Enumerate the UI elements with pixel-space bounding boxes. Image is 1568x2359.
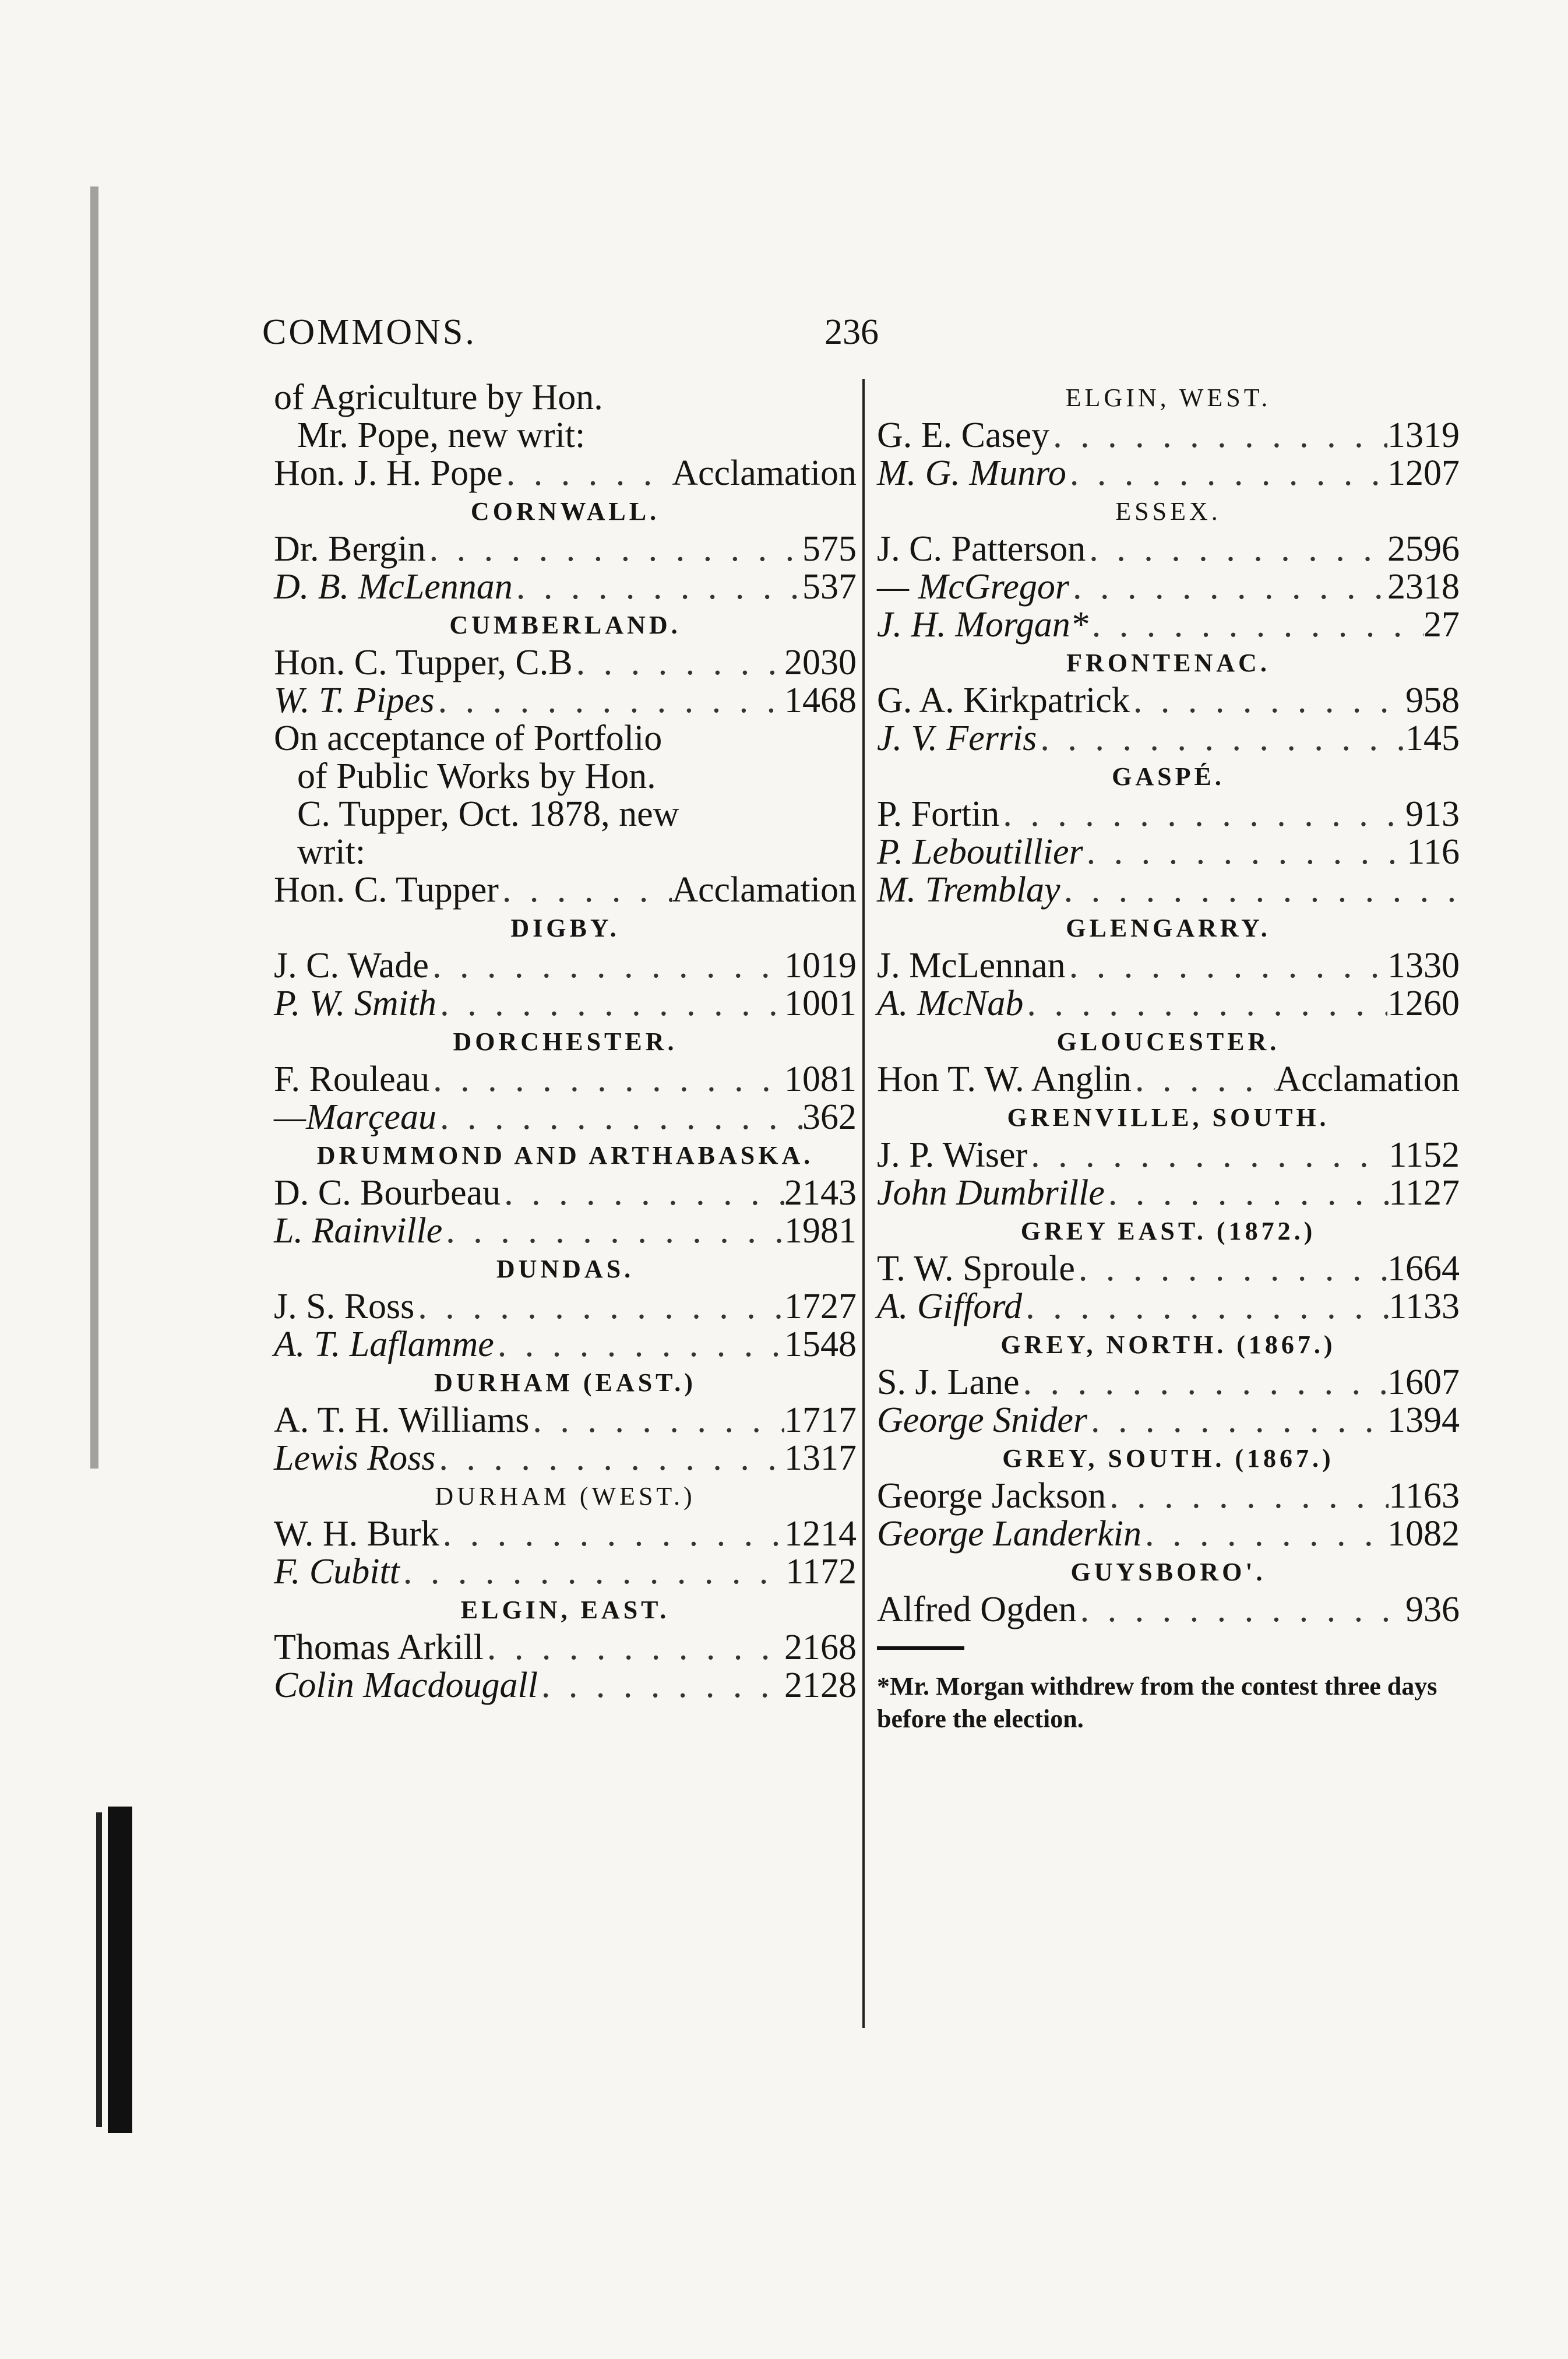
leader-dots: [1066, 455, 1387, 492]
leader-dots: [1066, 947, 1387, 985]
vote-count: 1319: [1387, 416, 1460, 455]
constituency-heading: DURHAM (WEST.): [435, 1482, 696, 1511]
vote-count: 2318: [1387, 567, 1460, 607]
candidate-row: [274, 1515, 857, 1553]
vote-count: 958: [1405, 681, 1460, 720]
constituency-heading: GRENVILLE, SOUTH.: [1007, 1103, 1330, 1132]
right-column: [877, 379, 1460, 1735]
leader-dots: [1023, 985, 1387, 1023]
vote-count: 1394: [1387, 1400, 1460, 1440]
candidate-row: [274, 871, 857, 909]
candidate-name: Hon T. W. Anglin: [877, 1059, 1132, 1099]
constituency-heading: DUNDAS.: [496, 1255, 635, 1283]
candidate-name: M. G. Munro: [877, 453, 1066, 493]
candidate-row: [877, 1364, 1460, 1402]
leader-dots: [1060, 871, 1460, 909]
candidate-name: Hon. C. Tupper, C.B: [274, 643, 573, 682]
vote-count: 575: [802, 529, 857, 569]
candidate-name: D. C. Bourbeau: [274, 1173, 501, 1213]
constituency-heading: CUMBERLAND.: [449, 611, 681, 639]
candidate-name: J. P. Wiser: [877, 1135, 1028, 1175]
vote-count: 1152: [1389, 1135, 1460, 1175]
left-column: [274, 379, 857, 1705]
constituency-heading: DORCHESTER.: [453, 1027, 678, 1056]
leader-dots: [1049, 417, 1387, 455]
candidate-name: John Dumbrille: [877, 1173, 1105, 1213]
candidate-name: A. T. H. Williams: [274, 1400, 530, 1440]
candidate-row: [877, 530, 1460, 568]
vote-count: 1607: [1387, 1362, 1460, 1402]
vote-count: 1163: [1389, 1476, 1460, 1516]
candidate-name: F. Cubitt: [274, 1552, 400, 1592]
candidate-row: [274, 947, 857, 985]
vote-count: 2143: [784, 1173, 857, 1213]
candidate-row: [877, 1288, 1460, 1326]
vote-count: 1260: [1387, 984, 1460, 1023]
constituency-heading: ESSEX.: [1115, 497, 1221, 526]
candidate-name: George Landerkin: [877, 1514, 1142, 1554]
vote-count: 1081: [784, 1059, 857, 1099]
leader-dots: [435, 1439, 784, 1477]
running-head: COMMONS.: [262, 312, 477, 352]
vote-count: 1317: [784, 1438, 857, 1478]
candidate-row: [877, 1061, 1460, 1098]
binding-shadow: [90, 186, 98, 1469]
candidate-name: — McGregor: [877, 567, 1070, 607]
leader-dots: [1077, 1591, 1405, 1629]
candidate-name: G. A. Kirkpatrick: [877, 681, 1130, 720]
candidate-row: [877, 871, 1460, 909]
leader-dots: [499, 871, 672, 909]
candidate-row: [877, 682, 1460, 720]
leader-dots: [436, 985, 784, 1023]
candidate-name: Thomas Arkill: [274, 1628, 484, 1667]
candidate-row: [877, 1515, 1460, 1553]
candidate-name: M. Tremblay: [877, 870, 1060, 910]
leader-dots: [435, 682, 784, 720]
candidate-name: P. W. Smith: [274, 984, 437, 1023]
constituency-heading: GUYSBORO'.: [1070, 1558, 1266, 1586]
leader-dots: [1087, 1402, 1387, 1439]
binding-mark: [96, 1812, 102, 2127]
vote-count: 537: [802, 567, 857, 607]
vote-count: 1727: [784, 1287, 857, 1326]
candidate-name: Colin Macdougall: [274, 1666, 538, 1705]
leader-dots: [429, 1061, 784, 1098]
note-line: Mr. Pope, new writ:: [297, 416, 586, 455]
candidate-name: J. C. Wade: [274, 946, 429, 985]
candidate-name: J. V. Ferris: [877, 719, 1037, 758]
candidate-name: Lewis Ross: [274, 1438, 436, 1478]
constituency-heading: ELGIN, EAST.: [460, 1596, 670, 1624]
leader-dots: [1106, 1477, 1389, 1515]
column-divider: [862, 379, 865, 2028]
constituency-heading: GREY, SOUTH. (1867.): [1002, 1444, 1334, 1473]
candidate-row: [877, 833, 1460, 871]
vote-count: 1172: [785, 1552, 857, 1592]
candidate-name: George Snider: [877, 1400, 1088, 1440]
vote-count: Acclamation: [1275, 1059, 1460, 1099]
constituency-heading: ELGIN, WEST.: [1065, 383, 1271, 412]
footnote: *Mr. Morgan withdrew from the contest three days before the election.: [877, 1672, 1437, 1733]
candidate-row: [877, 606, 1460, 644]
candidate-row: [877, 720, 1460, 758]
leader-dots: [484, 1629, 784, 1667]
constituency-heading: FRONTENAC.: [1066, 649, 1270, 677]
vote-count: 1207: [1387, 453, 1460, 493]
constituency-heading: GLOUCESTER.: [1056, 1027, 1280, 1056]
leader-dots: [529, 1402, 784, 1439]
note-line: of Public Works by Hon.: [297, 756, 656, 796]
leader-dots: [1020, 1364, 1387, 1402]
constituency-heading: GREY, NORTH. (1867.): [1000, 1330, 1336, 1359]
leader-dots: [1130, 682, 1405, 720]
constituency-heading: GLENGARRY.: [1066, 914, 1271, 942]
leader-dots: [1141, 1515, 1387, 1553]
vote-count: 2596: [1387, 529, 1460, 569]
note-line: C. Tupper, Oct. 1878, new: [297, 794, 679, 834]
constituency-heading: DIGBY.: [510, 914, 620, 942]
candidate-row: [877, 1136, 1460, 1174]
leader-dots: [1037, 720, 1405, 758]
candidate-name: P. Fortin: [877, 794, 1000, 834]
candidate-row: [274, 1288, 857, 1326]
candidate-name: George Jackson: [877, 1476, 1107, 1516]
leader-dots: [426, 530, 802, 568]
page-header: [262, 312, 1136, 364]
leader-dots: [513, 568, 802, 606]
candidate-row: [274, 1174, 857, 1212]
vote-count: 145: [1405, 719, 1460, 758]
candidate-row: [877, 985, 1460, 1023]
candidate-row: [877, 1477, 1460, 1515]
candidate-name: Alfred Ogden: [877, 1590, 1077, 1629]
leader-dots: [501, 1174, 784, 1212]
binding-edge: [41, 47, 105, 2086]
leader-dots: [538, 1667, 784, 1705]
vote-count: 362: [802, 1097, 857, 1137]
candidate-name: G. E. Casey: [877, 416, 1050, 455]
candidate-name: T. W. Sproule: [877, 1249, 1075, 1288]
vote-count: 116: [1407, 832, 1460, 872]
vote-count: 1133: [1389, 1287, 1460, 1326]
candidate-row: [274, 1402, 857, 1439]
candidate-name: J. S. Ross: [274, 1287, 415, 1326]
candidate-name: L. Rainville: [274, 1211, 443, 1251]
vote-count: 2128: [784, 1666, 857, 1705]
leader-dots: [1088, 606, 1423, 644]
leader-dots: [442, 1212, 784, 1250]
leader-dots: [436, 1098, 802, 1136]
candidate-name: D. B. McLennan: [274, 567, 513, 607]
candidate-row: [274, 1553, 857, 1591]
candidate-name: A. T. Laflamme: [274, 1325, 494, 1364]
vote-count: 913: [1405, 794, 1460, 834]
note-line: of Agriculture by Hon.: [274, 378, 603, 417]
candidate-row: [274, 455, 857, 492]
vote-count: 1468: [784, 681, 857, 720]
vote-count: 1664: [1387, 1249, 1460, 1288]
candidate-name: W. T. Pipes: [274, 681, 435, 720]
leader-dots: [439, 1515, 784, 1553]
leader-dots: [429, 947, 784, 985]
candidate-row: [877, 417, 1460, 455]
vote-count: 1019: [784, 946, 857, 985]
vote-count: 1330: [1387, 946, 1460, 985]
candidate-name: J. H. Morgan*: [877, 605, 1088, 645]
candidate-row: [877, 1174, 1460, 1212]
candidate-row: [877, 568, 1460, 606]
vote-count: 2168: [784, 1628, 857, 1667]
vote-count: 1001: [784, 984, 857, 1023]
leader-dots: [1086, 530, 1387, 568]
leader-dots: [1083, 833, 1407, 871]
vote-count: 1214: [784, 1514, 857, 1554]
candidate-name: A. Gifford: [877, 1287, 1023, 1326]
vote-count: 27: [1423, 605, 1460, 645]
vote-count: 936: [1405, 1590, 1460, 1629]
leader-dots: [1075, 1250, 1387, 1288]
candidate-row: [877, 1591, 1460, 1629]
vote-count: 2030: [784, 643, 857, 682]
leader-dots: [414, 1288, 784, 1326]
page-number: 236: [824, 312, 879, 352]
candidate-row: [877, 947, 1460, 985]
candidate-row: [274, 1667, 857, 1705]
candidate-name: J. C. Patterson: [877, 529, 1086, 569]
leader-dots: [400, 1553, 785, 1591]
candidate-row: [274, 1326, 857, 1364]
candidate-name: F. Rouleau: [274, 1059, 430, 1099]
candidate-name: W. H. Burk: [274, 1514, 439, 1554]
candidate-name: S. J. Lane: [877, 1362, 1020, 1402]
vote-count: 1127: [1389, 1173, 1460, 1213]
candidate-row: [274, 530, 857, 568]
footnote-rule: [877, 1646, 964, 1650]
vote-count: Acclamation: [672, 870, 857, 910]
leader-dots: [999, 795, 1405, 833]
note-line: On acceptance of Portfolio: [274, 719, 663, 758]
constituency-heading: CORNWALL.: [470, 497, 660, 526]
candidate-row: [274, 1439, 857, 1477]
binding-block: [108, 1807, 132, 2133]
leader-dots: [1022, 1288, 1389, 1326]
candidate-name: Hon. J. H. Pope: [274, 453, 503, 493]
note-line: writ:: [297, 832, 366, 872]
candidate-name: —Marçeau: [274, 1097, 436, 1137]
vote-count: 1717: [784, 1400, 857, 1440]
candidate-row: [274, 1212, 857, 1250]
candidate-row: [274, 985, 857, 1023]
candidate-name: P. Leboutillier: [877, 832, 1083, 872]
candidate-row: [274, 644, 857, 682]
leader-dots: [1069, 568, 1387, 606]
candidate-name: Dr. Bergin: [274, 529, 426, 569]
leader-dots: [494, 1326, 784, 1364]
candidate-row: [877, 455, 1460, 492]
candidate-row: [274, 1061, 857, 1098]
leader-dots: [573, 644, 784, 682]
constituency-heading: DRUMMOND AND ARTHABASKA.: [316, 1141, 814, 1170]
candidate-row: [877, 1402, 1460, 1439]
vote-count: 1981: [784, 1211, 857, 1251]
constituency-heading: GASPÉ.: [1112, 762, 1225, 791]
candidate-row: [274, 568, 857, 606]
constituency-heading: DURHAM (EAST.): [434, 1368, 696, 1397]
vote-count: 1082: [1387, 1514, 1460, 1554]
candidate-row: [274, 682, 857, 720]
candidate-row: [877, 795, 1460, 833]
leader-dots: [1105, 1174, 1389, 1212]
candidate-row: [877, 1250, 1460, 1288]
candidate-row: [274, 1098, 857, 1136]
candidate-name: Hon. C. Tupper: [274, 870, 499, 910]
vote-count: 1548: [784, 1325, 857, 1364]
leader-dots: [1132, 1061, 1275, 1098]
candidate-name: J. McLennan: [877, 946, 1066, 985]
leader-dots: [1027, 1136, 1389, 1174]
vote-count: Acclamation: [672, 453, 857, 493]
candidate-name: A. McNab: [877, 984, 1024, 1023]
candidate-row: [274, 1629, 857, 1667]
leader-dots: [503, 455, 672, 492]
constituency-heading: GREY EAST. (1872.): [1020, 1217, 1316, 1245]
